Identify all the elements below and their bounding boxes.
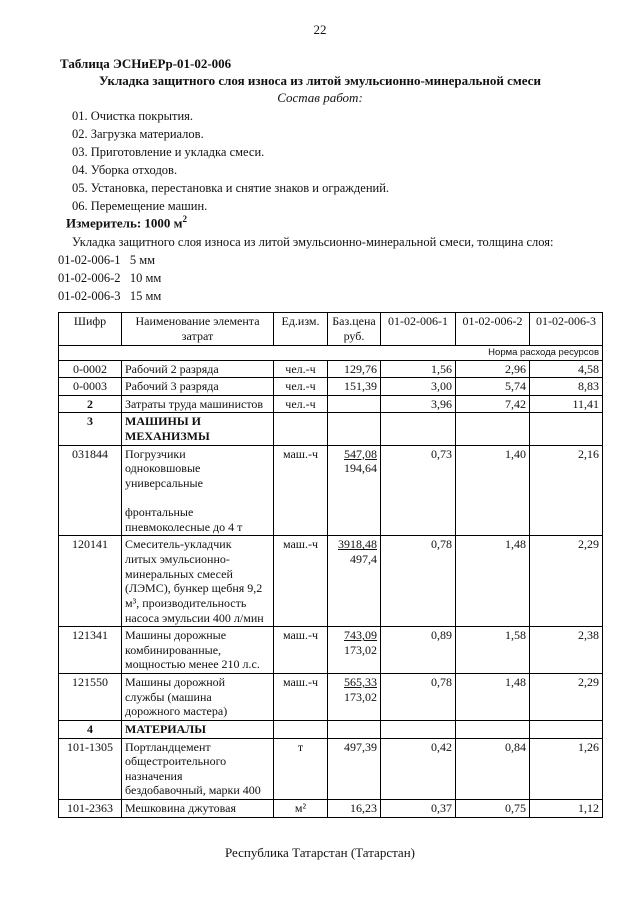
name-line: одноковшовые bbox=[125, 461, 201, 476]
header-col1: 01-02-006-1 bbox=[381, 313, 456, 346]
price-cell: 16,23 bbox=[328, 800, 381, 818]
value-cell: 1,26 bbox=[530, 738, 603, 800]
value-cell: 0,73 bbox=[381, 445, 456, 536]
name-cell bbox=[122, 800, 274, 818]
unit-cell: м² bbox=[274, 800, 328, 818]
header-name: Наименование элемента затрат bbox=[122, 313, 274, 346]
unit-cell: чел.-ч bbox=[274, 360, 328, 378]
value-cell: 2,29 bbox=[530, 674, 603, 721]
name-cell bbox=[122, 627, 274, 674]
section-name: МАТЕРИАЛЫ bbox=[122, 720, 274, 738]
name-line: бездобавочный, марки 400 bbox=[125, 783, 261, 798]
name-line: дорожного мастера) bbox=[125, 704, 228, 719]
name-line: фронтальные bbox=[125, 505, 194, 520]
composition-label: Состав работ: bbox=[277, 90, 363, 105]
price-cell bbox=[328, 627, 381, 674]
section-name: Затраты труда машинистов bbox=[122, 395, 274, 413]
unit-cell: чел.-ч bbox=[274, 395, 328, 413]
name-line: (ЛЭМС), бункер щебня 9,2 bbox=[125, 581, 263, 596]
value-cell: 11,41 bbox=[530, 395, 603, 413]
unit-cell: чел.-ч bbox=[274, 378, 328, 396]
price-value: 3918,48 bbox=[338, 537, 377, 552]
table-row bbox=[59, 674, 603, 721]
table-row bbox=[59, 800, 603, 818]
section-row bbox=[59, 413, 603, 445]
value-cell: 2,38 bbox=[530, 627, 603, 674]
section-number: 2 bbox=[59, 395, 122, 413]
code-line: 01-02-006-2 10 мм bbox=[58, 271, 162, 285]
table-row bbox=[59, 445, 603, 536]
value-cell: 1,40 bbox=[456, 445, 530, 536]
name-line: Машины дорожные bbox=[125, 628, 227, 643]
value-cell: 0,42 bbox=[381, 738, 456, 800]
value-cell: 1,48 bbox=[456, 674, 530, 721]
empty-cell bbox=[456, 720, 530, 738]
work-item: 02. Загрузка материалов. bbox=[72, 127, 204, 141]
header-unit: Ед.изм. bbox=[274, 313, 328, 346]
value-cell: 0,84 bbox=[456, 738, 530, 800]
header-col2: 01-02-006-2 bbox=[456, 313, 530, 346]
resource-table bbox=[58, 312, 603, 818]
name-line: универсальные bbox=[125, 475, 203, 490]
price-value-secondary: 497,4 bbox=[350, 552, 377, 567]
code-cell: 121550 bbox=[59, 674, 122, 721]
price-cell bbox=[328, 674, 381, 721]
table-row bbox=[59, 536, 603, 627]
empty-cell bbox=[381, 413, 456, 445]
value-cell: 2,16 bbox=[530, 445, 603, 536]
name-line: службы (машина bbox=[125, 689, 212, 704]
code-line: 01-02-006-1 5 мм bbox=[58, 253, 156, 267]
table-title: Укладка защитного слоя износа из литой эмульсионно-минеральной смеси bbox=[99, 73, 541, 88]
empty-cell bbox=[530, 413, 603, 445]
name-line: литых эмульсионно- bbox=[125, 552, 230, 567]
header-row bbox=[59, 313, 603, 346]
table-row bbox=[59, 627, 603, 674]
table-row bbox=[59, 360, 603, 378]
page-number: 22 bbox=[313, 22, 327, 37]
footer: Республика Татарстан (Татарстан) bbox=[225, 845, 415, 860]
value-cell: 1,48 bbox=[456, 536, 530, 627]
table-row bbox=[59, 378, 603, 396]
value-cell: 0,37 bbox=[381, 800, 456, 818]
value-cell: 2,29 bbox=[530, 536, 603, 627]
price-cell bbox=[328, 445, 381, 536]
name-line bbox=[125, 491, 270, 506]
value-cell: 7,42 bbox=[456, 395, 530, 413]
name-line: насоса эмульсии 400 л/мин bbox=[125, 610, 264, 625]
price-value: 547,08 bbox=[344, 446, 377, 461]
value-cell: 3,00 bbox=[381, 378, 456, 396]
price-value-secondary: 194,64 bbox=[344, 461, 377, 476]
empty-cell bbox=[274, 720, 328, 738]
norm-label: Норма расхода ресурсов bbox=[59, 346, 603, 361]
table-name: Таблица ЭСНиЕРр-01-02-006 bbox=[60, 56, 232, 71]
code-cell: 120141 bbox=[59, 536, 122, 627]
header-price: Баз.цена руб. bbox=[328, 313, 381, 346]
table-row bbox=[59, 738, 603, 800]
unit-cell: маш.-ч bbox=[274, 627, 328, 674]
section-number: 4 bbox=[59, 720, 122, 738]
unit-cell: маш.-ч bbox=[274, 536, 328, 627]
price-value-secondary: 173,02 bbox=[344, 689, 377, 704]
name-line: м³, производительность bbox=[125, 595, 247, 610]
value-cell: 3,96 bbox=[381, 395, 456, 413]
price-value: 565,33 bbox=[344, 675, 377, 690]
name-line: мощностью менее 210 л.с. bbox=[125, 657, 260, 672]
value-cell: 5,74 bbox=[456, 378, 530, 396]
name-line: Машины дорожной bbox=[125, 675, 226, 690]
name-line: Смеситель-укладчик bbox=[125, 537, 232, 552]
name-line: комбинированные, bbox=[125, 642, 222, 657]
header-col3: 01-02-006-3 bbox=[530, 313, 603, 346]
name-line: назначения bbox=[125, 768, 183, 783]
empty-cell bbox=[530, 720, 603, 738]
empty-cell bbox=[274, 413, 328, 445]
name-line: Мешковина джутовая bbox=[125, 801, 236, 816]
norm-row bbox=[59, 346, 603, 361]
name-cell bbox=[122, 445, 274, 536]
price-cell: 497,39 bbox=[328, 738, 381, 800]
section-row bbox=[59, 720, 603, 738]
empty-cell bbox=[456, 413, 530, 445]
unit-cell: маш.-ч bbox=[274, 445, 328, 536]
code-line: 01-02-006-3 15 мм bbox=[58, 289, 162, 303]
price-value-secondary: 173,02 bbox=[344, 642, 377, 657]
price-value: 743,09 bbox=[344, 628, 377, 643]
work-description: Укладка защитного слоя износа из литой эмульсионно-минеральной смеси, толщина слоя: bbox=[72, 235, 554, 249]
value-cell: 1,58 bbox=[456, 627, 530, 674]
name-line: минеральных смесей bbox=[125, 566, 233, 581]
measure-unit: Измеритель: 1000 $м^2$ bbox=[66, 214, 188, 231]
price-cell: 129,76 bbox=[328, 360, 381, 378]
section-row bbox=[59, 395, 603, 413]
section-number: 3 bbox=[59, 413, 122, 445]
value-cell: 0,75 bbox=[456, 800, 530, 818]
value-cell: 1,12 bbox=[530, 800, 603, 818]
empty-cell bbox=[328, 720, 381, 738]
unit-cell: маш.-ч bbox=[274, 674, 328, 721]
work-item: 01. Очистка покрытия. bbox=[72, 109, 194, 123]
work-item: 06. Перемещение машин. bbox=[72, 199, 208, 213]
code-cell: 0-0002 bbox=[59, 360, 122, 378]
value-cell: 0,89 bbox=[381, 627, 456, 674]
code-cell: 101-1305 bbox=[59, 738, 122, 800]
code-cell: 031844 bbox=[59, 445, 122, 536]
price-cell bbox=[328, 395, 381, 413]
code-cell: 121341 bbox=[59, 627, 122, 674]
work-item: 05. Установка, перестановка и снятие знаков и ограждений. bbox=[72, 181, 390, 195]
name-cell bbox=[122, 674, 274, 721]
empty-cell bbox=[381, 720, 456, 738]
code-cell: 101-2363 bbox=[59, 800, 122, 818]
section-name: МАШИНЫ И МЕХАНИЗМЫ bbox=[122, 413, 274, 445]
name-cell: Рабочий 2 разряда bbox=[122, 360, 274, 378]
name-line: Погрузчики bbox=[125, 446, 186, 461]
header-code: Шифр bbox=[59, 313, 122, 346]
name-cell bbox=[122, 738, 274, 800]
value-cell: 0,78 bbox=[381, 536, 456, 627]
name-line: пневмоколесные до 4 т bbox=[125, 519, 243, 534]
work-item: 03. Приготовление и укладка смеси. bbox=[72, 145, 265, 159]
price-cell: 151,39 bbox=[328, 378, 381, 396]
name-cell bbox=[122, 536, 274, 627]
unit-cell: т bbox=[274, 738, 328, 800]
value-cell: 1,56 bbox=[381, 360, 456, 378]
name-cell: Рабочий 3 разряда bbox=[122, 378, 274, 396]
value-cell: 2,96 bbox=[456, 360, 530, 378]
name-line: общестроительного bbox=[125, 754, 227, 769]
code-cell: 0-0003 bbox=[59, 378, 122, 396]
work-item: 04. Уборка отходов. bbox=[72, 163, 178, 177]
empty-cell bbox=[328, 413, 381, 445]
value-cell: 4,58 bbox=[530, 360, 603, 378]
value-cell: 0,78 bbox=[381, 674, 456, 721]
price-cell bbox=[328, 536, 381, 627]
name-line: Портландцемент bbox=[125, 739, 211, 754]
value-cell: 8,83 bbox=[530, 378, 603, 396]
